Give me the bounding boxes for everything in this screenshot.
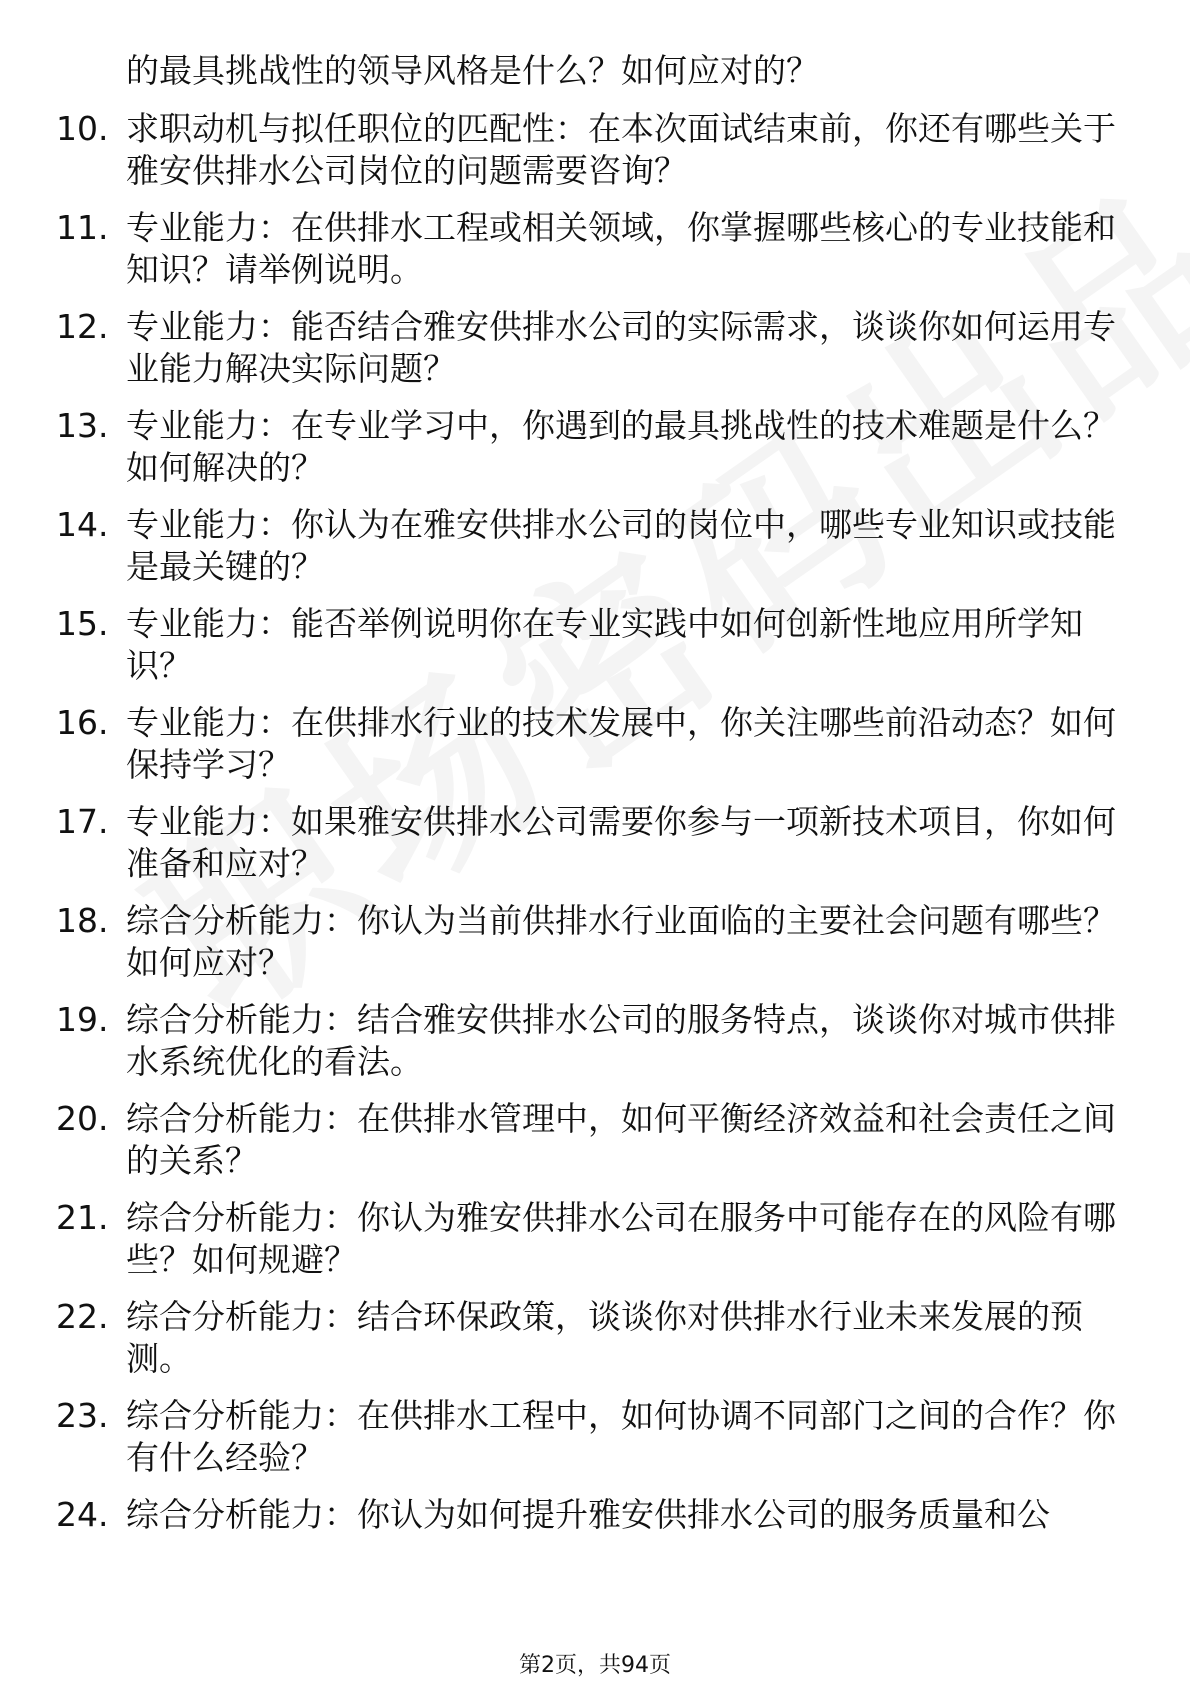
question-text: 专业能力：能否结合雅安供排水公司的实际需求，谈谈你如何运用专业能力解决实际问题？	[126, 307, 1116, 388]
question-number: 10.	[56, 109, 109, 148]
question-item	[0, 900, 1190, 999]
question-text: 综合分析能力：你认为雅安供排水公司在服务中可能存在的风险有哪些？如何规避？	[126, 1198, 1116, 1279]
question-number: 13.	[56, 406, 109, 445]
question-text: 综合分析能力：在供排水管理中，如何平衡经济效益和社会责任之间的关系？	[126, 1099, 1116, 1180]
question-text: 综合分析能力：结合环保政策，谈谈你对供排水行业未来发展的预测。	[126, 1297, 1083, 1378]
question-number: 18.	[56, 901, 109, 940]
question-item	[0, 405, 1190, 504]
question-number: 15.	[56, 604, 109, 643]
question-item	[0, 1395, 1190, 1494]
question-item	[0, 1197, 1190, 1296]
question-number: 14.	[56, 505, 109, 544]
question-item	[0, 1098, 1190, 1197]
question-number: 19.	[56, 1000, 109, 1039]
question-item	[0, 1296, 1190, 1395]
question-item	[0, 801, 1190, 900]
question-item	[0, 207, 1190, 306]
question-number: 22.	[56, 1297, 109, 1336]
question-number: 12.	[56, 307, 109, 346]
question-item	[0, 108, 1190, 207]
question-item	[0, 999, 1190, 1098]
question-item	[0, 603, 1190, 702]
question-text: 综合分析能力：在供排水工程中，如何协调不同部门之间的合作？你有什么经验？	[126, 1396, 1116, 1477]
question-text: 专业能力：如果雅安供排水公司需要你参与一项新技术项目，你如何准备和应对？	[126, 802, 1116, 883]
question-text: 求职动机与拟任职位的匹配性：在本次面试结束前，你还有哪些关于雅安供排水公司岗位的问题需要咨询？	[126, 109, 1116, 190]
question-list	[0, 108, 1190, 1593]
question-item	[0, 504, 1190, 603]
question-text: 专业能力：能否举例说明你在专业实践中如何创新性地应用所学知识？	[126, 604, 1083, 685]
question-item	[0, 306, 1190, 405]
continuation-text: 的最具挑战性的领导风格是什么？如何应对的？	[126, 51, 819, 90]
question-number: 17.	[56, 802, 109, 841]
question-text: 专业能力：在专业学习中，你遇到的最具挑战性的技术难题是什么？如何解决的？	[126, 406, 1116, 487]
question-number: 23.	[56, 1396, 109, 1435]
question-text: 综合分析能力：结合雅安供排水公司的服务特点，谈谈你对城市供排水系统优化的看法。	[126, 1000, 1116, 1081]
page-footer: 第2页，共94页	[519, 1653, 671, 1678]
question-item	[0, 1494, 1190, 1593]
question-item	[0, 702, 1190, 801]
question-number: 20.	[56, 1099, 109, 1138]
question-text: 综合分析能力：你认为如何提升雅安供排水公司的服务质量和公	[126, 1495, 1050, 1534]
question-number: 21.	[56, 1198, 109, 1237]
question-text: 专业能力：在供排水工程或相关领域，你掌握哪些核心的专业技能和知识？请举例说明。	[126, 208, 1116, 289]
question-number: 11.	[56, 208, 109, 247]
question-text: 专业能力：你认为在雅安供排水公司的岗位中，哪些专业知识或技能是最关键的？	[126, 505, 1116, 586]
question-text: 专业能力：在供排水行业的技术发展中，你关注哪些前沿动态？如何保持学习？	[126, 703, 1116, 784]
question-number: 24.	[56, 1495, 109, 1534]
question-number: 16.	[56, 703, 109, 742]
question-text: 综合分析能力：你认为当前供排水行业面临的主要社会问题有哪些？如何应对？	[126, 901, 1116, 982]
